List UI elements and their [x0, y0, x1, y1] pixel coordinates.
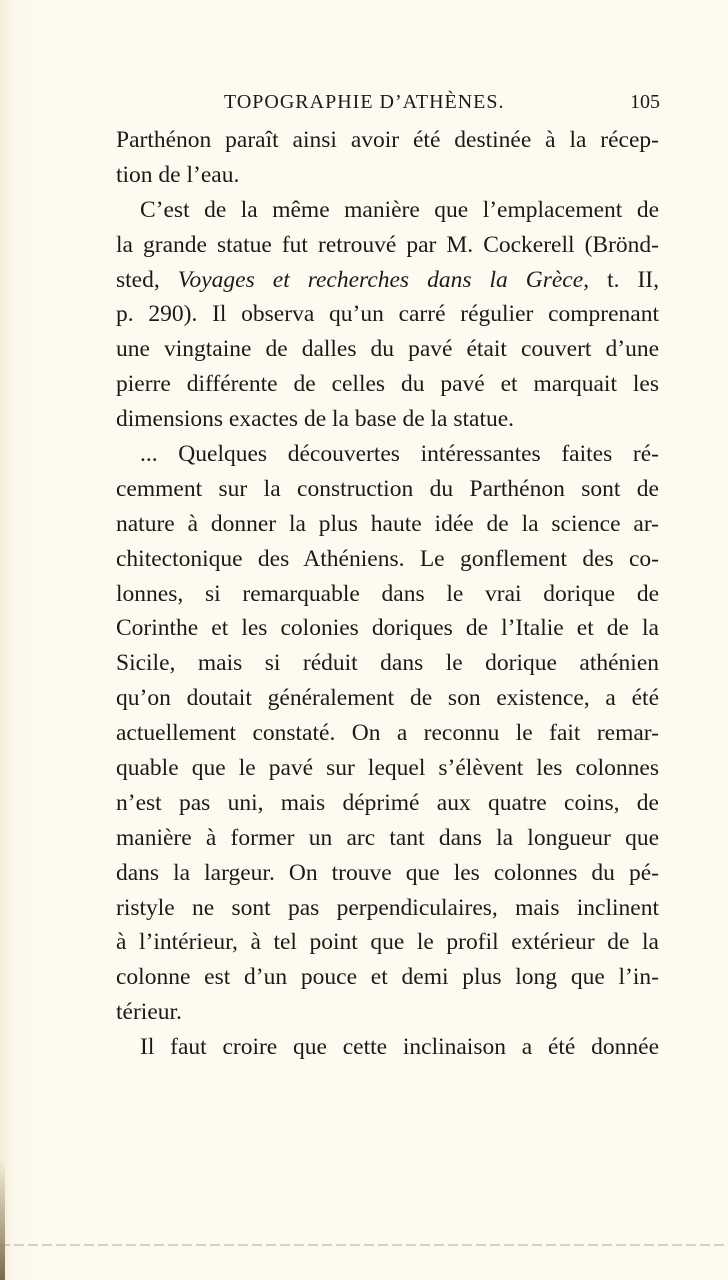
running-title: TOPOGRAPHIE D’ATHÈNES.	[224, 91, 505, 113]
text-line: Corinthe et les colonies doriques de l’Italie et de la	[116, 615, 659, 642]
text-line: quable que le pavé sur lequel s’élèvent les colonnes	[116, 755, 659, 782]
text-line: dans la largeur. On trouve que les colonnes du pé-	[116, 859, 659, 886]
text-line: manière à former un arc tant dans la longueur que	[116, 824, 659, 851]
text-line: n’est pas uni, mais déprimé aux quatre coins, de	[116, 789, 659, 816]
text-line: actuellement constaté. On a reconnu le fait remar-	[116, 720, 659, 747]
page-number: 105	[630, 91, 660, 113]
text-line: Parthénon paraît ainsi avoir été destinée à la récep-	[116, 127, 659, 153]
text-fragment: t. II,	[607, 266, 659, 293]
text-line: dimensions exactes de la base de la statue.	[116, 406, 515, 433]
text-line: une vingtaine de dalles du pavé était couvert d’une	[116, 336, 659, 363]
running-head	[224, 90, 664, 114]
text-line: cemment sur la construction du Parthénon sont de	[116, 475, 659, 502]
page-edge-shadow	[0, 1160, 5, 1280]
text-line: nature à donner la plus haute idée de la science ar-	[116, 510, 659, 537]
text-line: la grande statue fut retrouvé par M. Cockerell (Brönd-	[116, 231, 659, 258]
text-line: térieur.	[116, 999, 182, 1026]
text-line: colonne est d’un pouce et demi plus long que l’in-	[116, 964, 659, 991]
text-line-with-citation	[116, 263, 659, 298]
text-line: pierre différente de celles du pavé et marquait les	[116, 371, 659, 398]
text-line: C’est de la même manière que l’emplacement de	[140, 196, 659, 223]
body-text	[116, 123, 659, 1065]
book-title-citation: Voyages et recherches dans la Grèce,	[177, 266, 590, 293]
text-line: ... Quelques découvertes intéressantes faites ré-	[140, 441, 659, 468]
text-line: lonnes, si remarquable dans le vrai dorique de	[116, 580, 659, 607]
text-line: tion de l’eau.	[116, 161, 240, 188]
page-bottom-edge	[0, 1244, 728, 1246]
text-line: à l’intérieur, à tel point que le profil extérieur de la	[116, 929, 659, 956]
text-line: Sicile, mais si réduit dans le dorique athénien	[116, 650, 659, 677]
text-line: Il faut croire que cette inclinaison a été donnée	[140, 1034, 659, 1061]
text-line: p. 290). Il observa qu’un carré régulier comprenant	[116, 301, 659, 328]
text-line: ristyle ne sont pas perpendiculaires, mais inclinent	[116, 894, 659, 921]
text-line: qu’on doutait généralement de son existence, a été	[116, 685, 659, 712]
text-line: chitectonique des Athéniens. Le gonflement des co-	[116, 545, 659, 572]
text-fragment: sted,	[116, 266, 160, 293]
